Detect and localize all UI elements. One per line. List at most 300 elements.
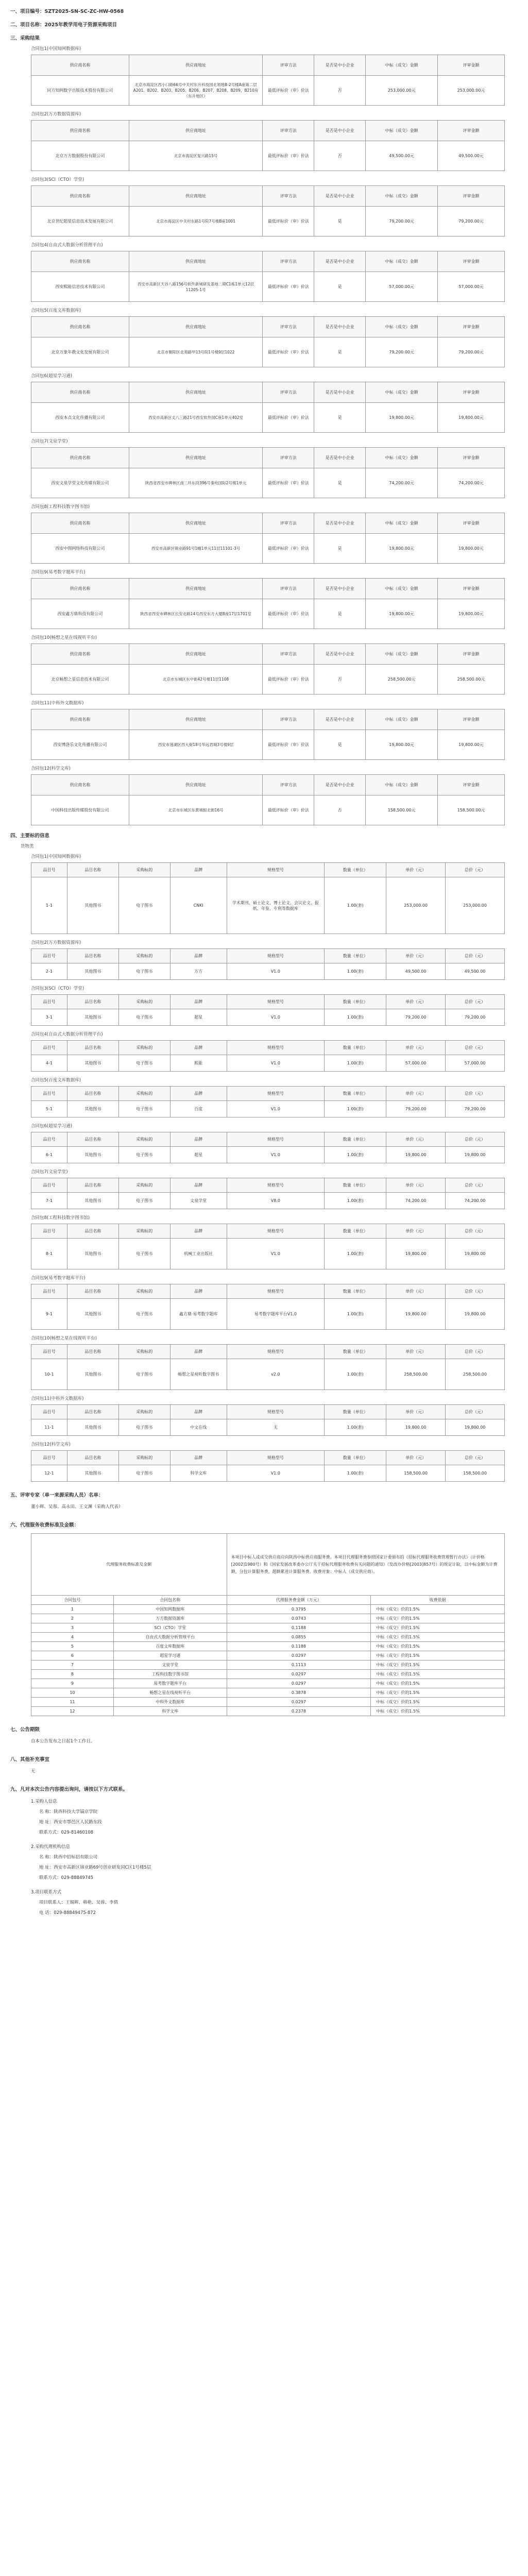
item-brand: 文泉学堂: [170, 1193, 227, 1209]
column-header-small: 是否是中小企业: [314, 448, 366, 468]
award-amount: 79,200.00元: [366, 207, 438, 236]
item-qty: 1.00(套): [325, 1101, 386, 1117]
column-header-small: 是否是中小企业: [314, 382, 366, 403]
item-no: 12-1: [31, 1465, 67, 1482]
item-spec: 易考数字题库平台V1.0: [227, 1299, 325, 1330]
column-header-score: 评审金额: [438, 317, 505, 337]
column-header-spec: 规格型号: [227, 1345, 325, 1359]
evaluated-amount: 258,500.00元: [438, 665, 505, 694]
column-header-score: 评审金额: [438, 775, 505, 795]
item-type: 电子图书: [118, 1009, 170, 1026]
contact-line: 名 称：陕西中招标招有限公司: [39, 1855, 98, 1860]
evaluated-amount: 79,200.00元: [438, 207, 505, 236]
evaluation-method: 最低评标价（审）价法: [263, 272, 314, 302]
fee-package-no: 1: [31, 1605, 114, 1614]
fee-package-no: 2: [31, 1614, 114, 1623]
award-amount: 49,500.00元: [366, 141, 438, 171]
column-header-brand: 品牌: [170, 1041, 227, 1055]
item-no: 11-1: [31, 1419, 67, 1436]
fee-basis: 中标（成交）价的1.5%: [371, 1707, 505, 1716]
column-header-name: 品目名称: [67, 1405, 118, 1419]
package-label: 合同包2(万方数据资源库): [31, 940, 81, 945]
column-header-name: 供应商名称: [31, 55, 129, 76]
fee-row: [31, 1707, 505, 1716]
item-brand: 科学文库: [170, 1465, 227, 1482]
item-table: [31, 1284, 505, 1330]
column-header-name: 供应商名称: [31, 579, 129, 599]
fee-amount: 0.0297: [227, 1679, 371, 1688]
column-header-small: 是否是中小企业: [314, 775, 366, 795]
item-total: 74,200.00: [446, 1193, 505, 1209]
column-header-total: 总价（元）: [446, 1405, 505, 1419]
item-qty: 1.00(套): [325, 1055, 386, 1072]
section-experts: 五、评审专家（单一来源采购人员）名单：: [10, 1493, 104, 1498]
item-no: 5-1: [31, 1101, 67, 1117]
contact-block: [31, 1887, 518, 1918]
item-qty: 1.00(套): [325, 1299, 386, 1330]
column-header-name: 品目名称: [67, 1224, 118, 1239]
column-header-name: 品目名称: [67, 1132, 118, 1147]
item-type: 电子图书: [118, 1299, 170, 1330]
item-no: 6-1: [31, 1147, 67, 1163]
item-qty: 1.00(套): [325, 1359, 386, 1390]
fee-amount: 0.0297: [227, 1698, 371, 1707]
item-name: 其他图书: [67, 1419, 118, 1436]
column-header-addr: 供应商地址: [129, 251, 263, 272]
supplier-table: [31, 120, 505, 171]
column-header-addr: 供应商地址: [129, 448, 263, 468]
column-header-name: 供应商名称: [31, 513, 129, 534]
column-header-unit: 单价（元）: [386, 1224, 446, 1239]
column-header-brand: 品牌: [170, 1224, 227, 1239]
supplier-table: [31, 513, 505, 564]
column-header-amt: 中标（成交）金额: [366, 55, 438, 76]
item-total: 158,500.00: [446, 1465, 505, 1482]
column-header-total: 总价（元）: [446, 863, 505, 877]
item-brand: 畅想之星视听数字图书: [170, 1359, 227, 1390]
column-header-type: 采购标的: [118, 1284, 170, 1299]
item-unit: 258,500.00: [386, 1359, 446, 1390]
item-row: [31, 1239, 505, 1269]
column-header-score: 评审金额: [438, 579, 505, 599]
item-name: 其他图书: [67, 1009, 118, 1026]
contact-line: 电 话：029-88849475-872: [39, 1910, 96, 1916]
item-spec: V1.0: [227, 1465, 325, 1482]
item-table: [31, 1178, 505, 1209]
item-total: 79,200.00: [446, 1009, 505, 1026]
column-header-name: 供应商名称: [31, 709, 129, 730]
fee-amount: 0.3795: [227, 1605, 371, 1614]
column-header-qty: 数量（单位）: [325, 995, 386, 1009]
item-name: 其他图书: [67, 1299, 118, 1330]
fee-row: [31, 1651, 505, 1660]
contact-line: 联系方式：029-81460108: [39, 1830, 94, 1835]
column-header-total: 总价（元）: [446, 1451, 505, 1465]
item-row: [31, 1147, 505, 1163]
column-header-name: 品目名称: [67, 949, 118, 963]
award-amount: 79,200.00元: [366, 337, 438, 367]
item-type: 电子图书: [118, 1419, 170, 1436]
item-name: 其他图书: [67, 1193, 118, 1209]
item-no: 1-1: [31, 877, 67, 934]
supplier-row: [31, 795, 505, 825]
column-header-spec: 规格型号: [227, 1451, 325, 1465]
fee-basis: 中标（成交）价的1.5%: [371, 1688, 505, 1698]
item-total: 79,200.00: [446, 1101, 505, 1117]
package-label: 合同包4(自由式大数据分析管理平台): [31, 243, 103, 248]
column-header-no: 品目号: [31, 1041, 67, 1055]
evaluated-amount: 79,200.00元: [438, 337, 505, 367]
evaluated-amount: 74,200.00元: [438, 468, 505, 498]
item-total: 19,800.00: [446, 1147, 505, 1163]
column-header-total: 总价（元）: [446, 1132, 505, 1147]
column-header-no: 品目号: [31, 1178, 67, 1193]
column-header-addr: 供应商地址: [129, 382, 263, 403]
column-header-qty: 数量（单位）: [325, 1345, 386, 1359]
fee-package-no: 10: [31, 1688, 114, 1698]
fee-amount: 0.0297: [227, 1670, 371, 1679]
item-qty: 1.00(套): [325, 1465, 386, 1482]
package-label: 合同包10(畅想之星在线视听平台): [31, 635, 97, 640]
column-header-unit: 单价（元）: [386, 1405, 446, 1419]
label: 二、项目名称：: [10, 22, 45, 28]
item-table: [31, 994, 505, 1026]
item-unit: 19,800.00: [386, 1299, 446, 1330]
column-header-unit: 单价（元）: [386, 1178, 446, 1193]
fee-package-no: 5: [31, 1642, 114, 1651]
column-header-rule: 评审方法: [263, 775, 314, 795]
item-row: [31, 1359, 505, 1390]
item-spec: V1.0: [227, 1055, 325, 1072]
column-header-score: 评审金额: [438, 513, 505, 534]
column-header-addr: 供应商地址: [129, 317, 263, 337]
item-qty: 1.00(套): [325, 1147, 386, 1163]
column-header-spec: 规格型号: [227, 1041, 325, 1055]
column-header-name: 品目名称: [67, 1345, 118, 1359]
column-header-addr: 供应商地址: [129, 186, 263, 207]
item-table: [31, 948, 505, 980]
column-header-name: 供应商名称: [31, 317, 129, 337]
sme-flag: 否: [314, 665, 366, 694]
sme-flag: 是: [314, 207, 366, 236]
supplier-table: [31, 251, 505, 302]
item-type: 电子图书: [118, 1239, 170, 1269]
package-label: 合同包8(工程科技数字图书馆): [31, 504, 90, 510]
fee-amount: 0.1188: [227, 1623, 371, 1633]
section-results: 三、采购结果: [10, 36, 40, 41]
contact-line: 项目联系人：王锡辉、韩艳、吴蓉、李倩: [39, 1900, 118, 1905]
item-qty: 1.00(套): [325, 1419, 386, 1436]
supplier-table: [31, 709, 505, 760]
column-header-amt: 中标（成交）金额: [366, 579, 438, 599]
package-label: 合同包12(科学文库): [31, 1442, 71, 1447]
column-header-type: 采购标的: [118, 949, 170, 963]
item-no: 9-1: [31, 1299, 67, 1330]
column-header-brand: 品牌: [170, 995, 227, 1009]
item-spec: V1.0: [227, 1239, 325, 1269]
item-spec: V1.0: [227, 1101, 325, 1117]
section-items: 四、主要标的信息: [10, 833, 50, 839]
award-amount: 258,500.00元: [366, 665, 438, 694]
evaluated-amount: 19,800.00元: [438, 730, 505, 760]
label: 一、项目编号：: [10, 9, 45, 14]
column-header-spec: 规格型号: [227, 1405, 325, 1419]
column-header-type: 采购标的: [118, 863, 170, 877]
column-header-small: 是否是中小企业: [314, 121, 366, 141]
value: 2025年教学用电子资源采购项目: [44, 22, 117, 28]
item-row: [31, 1299, 505, 1330]
item-row: [31, 1055, 505, 1072]
fee-row: [31, 1623, 505, 1633]
fee-row: [31, 1605, 505, 1614]
item-type: 电子图书: [118, 1147, 170, 1163]
fee-standard-label: 代理服务收费标准及金额: [31, 1534, 227, 1596]
supplier-row: [31, 403, 505, 433]
package-label: 合同包7(文泉学堂): [31, 1170, 68, 1175]
column-header-score: 评审金额: [438, 644, 505, 665]
supplier-address: 北京市朝阳区北苑路甲13号院1号楼9层1022: [129, 337, 263, 367]
agency-fee-table: [31, 1533, 505, 1716]
award-amount: 253,000.00元: [366, 76, 438, 106]
column-header-name: 品目名称: [67, 1178, 118, 1193]
supplier-row: [31, 272, 505, 302]
supplier-address: 西安市高新区丈八三路21号西安软件园C座1单元402室: [129, 403, 263, 433]
column-header-name: 供应商名称: [31, 775, 129, 795]
sme-flag: 否: [314, 141, 366, 171]
column-header-amt: 中标（成交）金额: [366, 448, 438, 468]
column-header-name: 品目名称: [67, 1284, 118, 1299]
contact-block: [31, 1797, 518, 1838]
column-header-small: 是否是中小企业: [314, 55, 366, 76]
column-header-rule: 评审方法: [263, 579, 314, 599]
fee-basis: 中标（成交）价的1.5%: [371, 1679, 505, 1688]
item-table: [31, 1344, 505, 1390]
column-header-rule: 评审方法: [263, 644, 314, 665]
supplier-table: [31, 185, 505, 236]
fee-row: [31, 1679, 505, 1688]
column-header-name: 品目名称: [67, 1451, 118, 1465]
item-row: [31, 1101, 505, 1117]
period-text: 自本公告发布之日起1个工作日。: [31, 1739, 95, 1744]
column-header-type: 采购标的: [118, 1178, 170, 1193]
item-unit: 49,500.00: [386, 963, 446, 980]
item-row: [31, 1465, 505, 1482]
fee-basis: 中标（成交）价的1.5%: [371, 1651, 505, 1660]
fee-amount: 0.1188: [227, 1642, 371, 1651]
item-brand: 万方: [170, 963, 227, 980]
column-header-score: 评审金额: [438, 448, 505, 468]
supplier-name: 西安博洛乐文化传播有限公司: [31, 730, 129, 760]
package-label: 合同包8(工程科技数字图书馆): [31, 1215, 90, 1221]
item-no: 2-1: [31, 963, 67, 980]
column-header-score: 评审金额: [438, 709, 505, 730]
supplier-address: 北京市东城区东中街42号楼11层1108: [129, 665, 263, 694]
award-amount: 19,800.00元: [366, 534, 438, 564]
fee-package-no: 7: [31, 1660, 114, 1670]
column-header-spec: 规格型号: [227, 1284, 325, 1299]
sme-flag: 否: [314, 76, 366, 106]
evaluation-method: 最低评标价（审）价法: [263, 665, 314, 694]
item-spec: V1.0: [227, 963, 325, 980]
header-fee: 代理服务费金额（万元）: [227, 1596, 371, 1605]
supplier-row: [31, 534, 505, 564]
package-label: 合同包3(SCI（CTO）学堂): [31, 177, 84, 182]
fee-package-no: 12: [31, 1707, 114, 1716]
column-header-unit: 单价（元）: [386, 1284, 446, 1299]
supplier-address: 北京市海淀区西小口路66号中关村东升科技园北领地B-2号楼A座第二层A201、B202、B203、B205、B206、B207、B208、B209、B210房（东升地区）: [129, 76, 263, 106]
supplier-row: [31, 599, 505, 629]
fee-package-name: 易考数字题库平台: [113, 1679, 227, 1688]
supplier-row: [31, 337, 505, 367]
contact-line: 地 址：西安市高新区锦业路69号创业研发园C区1号楼5层: [39, 1865, 151, 1870]
item-table: [31, 1132, 505, 1163]
header-package-no: 合同包号: [31, 1596, 114, 1605]
sme-flag: 是: [314, 337, 366, 367]
sme-flag: 是: [314, 468, 366, 498]
item-type: 电子图书: [118, 877, 170, 934]
evaluation-method: 最低评标价（审）价法: [263, 337, 314, 367]
item-type: 电子图书: [118, 1465, 170, 1482]
column-header-amt: 中标（成交）金额: [366, 709, 438, 730]
package-label: 合同包5(百度文库数据库): [31, 308, 81, 313]
column-header-no: 品目号: [31, 1284, 67, 1299]
column-header-total: 总价（元）: [446, 1041, 505, 1055]
item-row: [31, 963, 505, 980]
section-other: 八、其他补充事宜: [10, 1757, 50, 1762]
column-header-name: 供应商名称: [31, 448, 129, 468]
column-header-addr: 供应商地址: [129, 121, 263, 141]
column-header-no: 品目号: [31, 1132, 67, 1147]
column-header-spec: 规格型号: [227, 949, 325, 963]
column-header-brand: 品牌: [170, 863, 227, 877]
column-header-no: 品目号: [31, 1405, 67, 1419]
evaluation-method: 最低评标价（审）价法: [263, 76, 314, 106]
column-header-addr: 供应商地址: [129, 579, 263, 599]
supplier-table: [31, 578, 505, 629]
column-header-total: 总价（元）: [446, 949, 505, 963]
column-header-brand: 品牌: [170, 1132, 227, 1147]
column-header-type: 采购标的: [118, 1451, 170, 1465]
item-qty: 1.00(套): [325, 1239, 386, 1269]
column-header-type: 采购标的: [118, 1224, 170, 1239]
fee-basis: 中标（成交）价的1.5%: [371, 1660, 505, 1670]
item-type: 电子图书: [118, 1101, 170, 1117]
item-table: [31, 1224, 505, 1269]
supplier-name: 中国科技出版传媒股份有限公司: [31, 795, 129, 825]
column-header-no: 品目号: [31, 1345, 67, 1359]
fee-package-no: 3: [31, 1623, 114, 1633]
fee-package-no: 11: [31, 1698, 114, 1707]
evaluated-amount: 57,000.00元: [438, 272, 505, 302]
fee-package-name: 万方数据资源库: [113, 1614, 227, 1623]
supplier-name: 北京畅想之星信息技术有限公司: [31, 665, 129, 694]
contact-heading: 2.采购代理机构信息: [31, 1844, 71, 1850]
column-header-rule: 评审方法: [263, 448, 314, 468]
award-amount: 74,200.00元: [366, 468, 438, 498]
contact-line: 名 称：陕西科技大学镐京学院: [39, 1809, 98, 1815]
package-label: 合同包6(超星学习通): [31, 374, 73, 379]
column-header-unit: 单价（元）: [386, 995, 446, 1009]
column-header-amt: 中标（成交）金额: [366, 251, 438, 272]
item-brand: 中文在线: [170, 1419, 227, 1436]
column-header-name: 品目名称: [67, 995, 118, 1009]
column-header-addr: 供应商地址: [129, 55, 263, 76]
fee-package-name: 自由式大数据分析管理平台: [113, 1633, 227, 1642]
column-header-brand: 品牌: [170, 1345, 227, 1359]
package-label: 合同包9(易考数字题库平台): [31, 1276, 86, 1281]
fee-row: [31, 1660, 505, 1670]
fee-basis: 中标（成交）价的1.5%: [371, 1614, 505, 1623]
evaluated-amount: 158,500.00元: [438, 795, 505, 825]
column-header-small: 是否是中小企业: [314, 644, 366, 665]
value: SZT2025-SN-SC-ZC-HW-0568: [44, 9, 124, 14]
contact-heading: 3.项目联系方式: [31, 1890, 62, 1895]
column-header-spec: 规格型号: [227, 1132, 325, 1147]
evaluated-amount: 19,800.00元: [438, 599, 505, 629]
supplier-row: [31, 141, 505, 171]
item-unit: 79,200.00: [386, 1101, 446, 1117]
supplier-row: [31, 207, 505, 236]
fee-amount: 0.3878: [227, 1688, 371, 1698]
column-header-qty: 数量（单位）: [325, 1178, 386, 1193]
item-spec: 无: [227, 1419, 325, 1436]
items-category: 货物类: [21, 844, 34, 849]
fee-row: [31, 1698, 505, 1707]
item-brand: 熙能: [170, 1055, 227, 1072]
column-header-amt: 中标（成交）金额: [366, 513, 438, 534]
evaluation-method: 最低评标价（审）价法: [263, 730, 314, 760]
supplier-name: 西安文泉学堂文化传媒有限公司: [31, 468, 129, 498]
package-label: 合同包2(万方数据资源库): [31, 112, 81, 117]
award-amount: 19,800.00元: [366, 730, 438, 760]
fee-package-name: 畅想之星在线视听平台: [113, 1688, 227, 1698]
column-header-total: 总价（元）: [446, 1284, 505, 1299]
item-brand: 百度: [170, 1101, 227, 1117]
item-type: 电子图书: [118, 1359, 170, 1390]
package-label: 合同包10(畅想之星在线视听平台): [31, 1336, 97, 1341]
column-header-brand: 品牌: [170, 1178, 227, 1193]
column-header-spec: 规格型号: [227, 995, 325, 1009]
column-header-type: 采购标的: [118, 1345, 170, 1359]
item-total: 253,000.00: [446, 877, 505, 934]
item-total: 19,800.00: [446, 1299, 505, 1330]
column-header-score: 评审金额: [438, 121, 505, 141]
item-unit: 79,200.00: [386, 1009, 446, 1026]
evaluation-method: 最低评标价（审）价法: [263, 534, 314, 564]
column-header-score: 评审金额: [438, 186, 505, 207]
column-header-amt: 中标（成交）金额: [366, 121, 438, 141]
item-type: 电子图书: [118, 1055, 170, 1072]
award-amount: 19,800.00元: [366, 599, 438, 629]
supplier-address: 陕西省西安市碑林区南二环东段396号秦电国际2号楼1单元: [129, 468, 263, 498]
column-header-rule: 评审方法: [263, 513, 314, 534]
fee-package-name: 超星学习通: [113, 1651, 227, 1660]
column-header-qty: 数量（单位）: [325, 863, 386, 877]
column-header-small: 是否是中小企业: [314, 317, 366, 337]
fee-package-name: 文泉学堂: [113, 1660, 227, 1670]
supplier-address: 西安市高新区锦业路91号1幢1单元11层11101-3号: [129, 534, 263, 564]
item-brand: 超星: [170, 1009, 227, 1026]
fee-package-name: 科学文库: [113, 1707, 227, 1716]
package-label: 合同包5(百度文库数据库): [31, 1078, 81, 1083]
item-brand: 机械工业出版社: [170, 1239, 227, 1269]
supplier-row: [31, 468, 505, 498]
fee-amount: 0.0855: [227, 1633, 371, 1642]
evaluation-method: 最低评标价（审）价法: [263, 403, 314, 433]
evaluation-method: 最低评标价（审）价法: [263, 795, 314, 825]
item-no: 3-1: [31, 1009, 67, 1026]
package-label: 合同包7(文泉学堂): [31, 439, 68, 444]
